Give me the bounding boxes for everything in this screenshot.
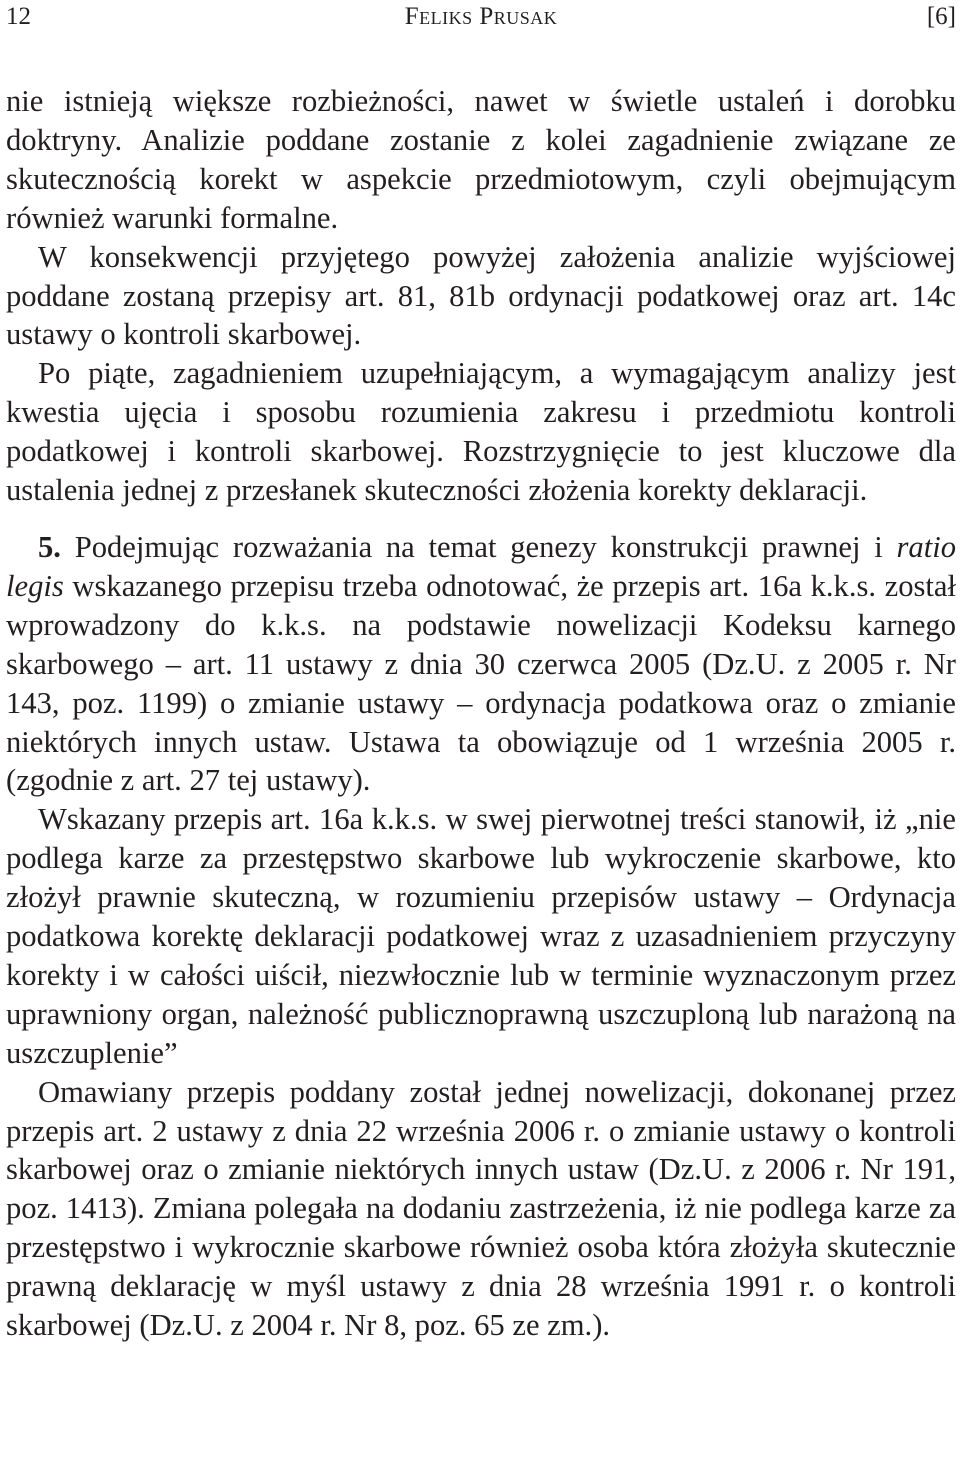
paragraph-3: Po piąte, zagadnieniem uzupełniającym, a wymagającym analizy jest kwestia ujęcia i sposobu rozumienia zakresu i przedmiotu kontroli podatkowej i kontroli skarbowej. Rozstrzygnięcie to jest kluczowe dla ustalenia jednej z przesłanek skuteczności złożenia korekty deklaracji. [6,356,956,508]
document-page [6,0,956,1343]
paragraph-4 [6,528,956,800]
paragraph-2: W konsekwencji przyjętego powyżej założenia analizie wyjściowej poddane zostaną przepisy art. 81, 81b ordynacji podatkowej oraz art. 14c ustawy o kontroli skarbowej. [6,239,956,352]
body-text [6,82,956,1345]
paragraph-5: Wskazany przepis art. 16a k.k.s. w swej pierwotnej treści stanowił, iż „nie podlega karze za przestępstwo skarbowe lub wykroczenie skarbowe, kto złożył prawnie skuteczną, w rozumieniu przepisów ustawy – Ordynacja podatkowa korektę deklaracji podatkowej wraz z uzasadnieniem przyczyny korekty i w całości uiścił, niezwłocznie lub w terminie wyznaczonym przez uprawniony organ, należność publicznoprawną uszczuploną lub narażoną na uszczuplenie” [6,802,956,1070]
section-number: 5. [38,529,61,564]
paragraph-4-text-a: Podejmując rozważania na temat genezy konstrukcji prawnej i [60,529,897,564]
paragraph-6: Omawiany przepis poddany został jednej nowelizacji, dokonanej przez przepis art. 2 ustawy z dnia 22 września 2006 r. o zmianie ustawy o kontroli skarbowej oraz o zmianie niektórych innych ustaw (Dz.U. z 2006 r. Nr 191, poz. 1413). Zmiana polegała na dodaniu zastrzeżenia, iż nie podlega karze za przestępstwo i wykrocznie skarbowe również osoba która złożyła skutecznie prawną deklarację w myśl ustawy z dnia 28 września 1991 r. o kontroli skarbowej (Dz.U. z 2004 r. Nr 8, poz. 65 ze zm.). [6,1074,956,1343]
page-number: 12 [6,3,31,30]
running-head-author: Feliks Prusak [404,3,558,30]
running-header [6,0,956,40]
paragraph-4-text-b: wskazanego przepisu trzeba odnotować, że przepis art. 16a k.k.s. został wprowadzony do k.k.s. na podstawie nowelizacji Kodeksu karnego skarbowego – art. 11 ustawy z dnia 30 czerwca 2005 (Dz.U. z 2005 r. Nr 143, poz. 1199) o zmianie ustawy – ordynacja podatkowa oraz o zmianie niektórych innych ustaw. Ustawa ta obowiązuje od 1 września 2005 r. (zgodnie z art. 27 tej ustawy). [6,568,956,798]
latin-term: ratio legis [6,529,956,603]
paragraph-1: nie istnieją większe rozbieżności, nawet w świetle ustaleń i dorobku doktryny. Analizie poddane zostanie z kolei zagadnienie związane ze skutecznością korekt w aspekcie przedmiotowym, czyli obejmującym również warunki formalne. [6,84,956,235]
section-marker: [6] [926,3,956,30]
